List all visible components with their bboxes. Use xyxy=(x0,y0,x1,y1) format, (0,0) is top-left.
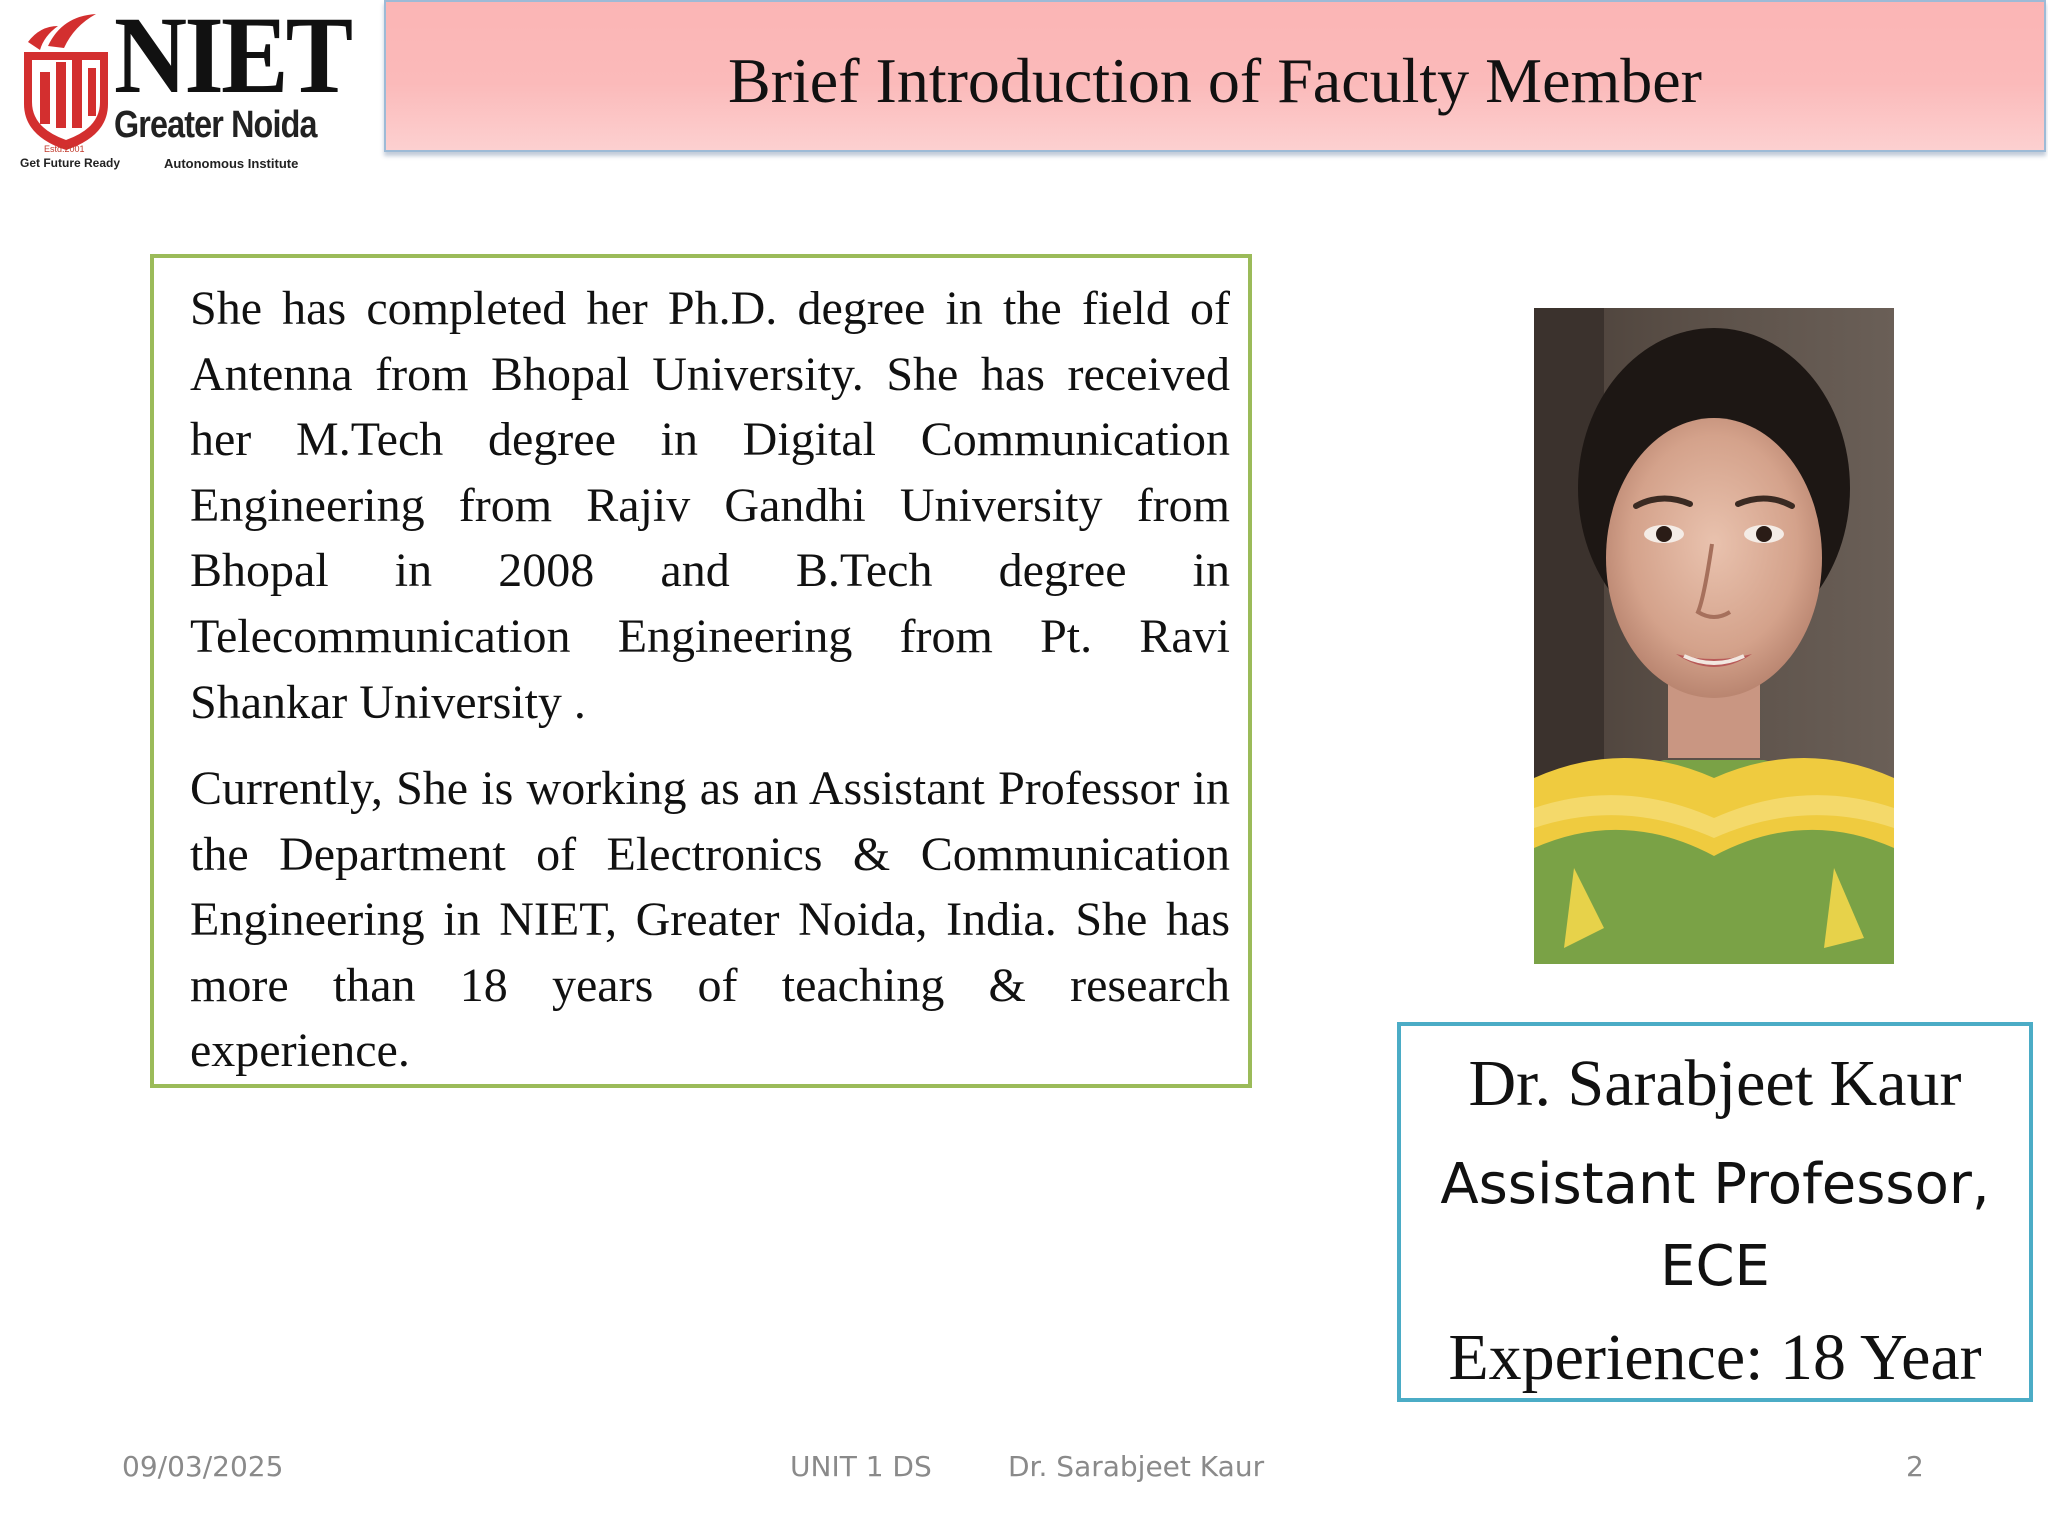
designation-department: ECE xyxy=(1660,1234,1770,1299)
designation-title: Assistant Professor, xyxy=(1440,1152,1990,1217)
faculty-designation xyxy=(1401,1144,2029,1308)
slide-title: Brief Introduction of Faculty Member xyxy=(728,45,1702,116)
logo-established: Estd.2001 xyxy=(44,144,85,154)
biography-box xyxy=(150,254,1252,1088)
portrait-illustration xyxy=(1534,308,1894,964)
faculty-name: Dr. Sarabjeet Kaur xyxy=(1468,1047,1962,1120)
footer-author: Dr. Sarabjeet Kaur xyxy=(1008,1450,1265,1483)
footer-date: 09/03/2025 xyxy=(122,1450,284,1483)
faculty-name-card xyxy=(1397,1022,2033,1402)
footer-unit: UNIT 1 DS xyxy=(790,1450,932,1483)
faculty-portrait-photo xyxy=(1534,308,1894,964)
bio-paragraph-current-role: Currently, She is working as an Assistant Professor in the Department of Electronics & Communication Engineering in NIET, Greater Noida, India. She has more than 18 years of teaching & research experience. xyxy=(190,762,1230,1078)
logo-campus: Greater Noida xyxy=(114,104,317,146)
faculty-experience: Experience: 18 Year xyxy=(1448,1321,1982,1394)
niet-emblem-icon xyxy=(18,12,114,152)
institute-logo xyxy=(14,0,380,171)
title-banner xyxy=(384,0,2046,152)
logo-wordmark: NIET xyxy=(114,0,351,116)
logo-tagline: Get Future Ready xyxy=(20,156,121,170)
footer-page-number: 2 xyxy=(1906,1450,1924,1483)
bio-paragraph-education: She has completed her Ph.D. degree in the field of Antenna from Bhopal University. She has received her M.Tech degree in Digital Communication Engineering from Rajiv Gandhi University from Bhopal in 2008 and B.Tech degree in Telecommunication Engineering from Pt. Ravi Shankar University . xyxy=(190,282,1230,729)
logo-status: Autonomous Institute xyxy=(164,156,299,171)
